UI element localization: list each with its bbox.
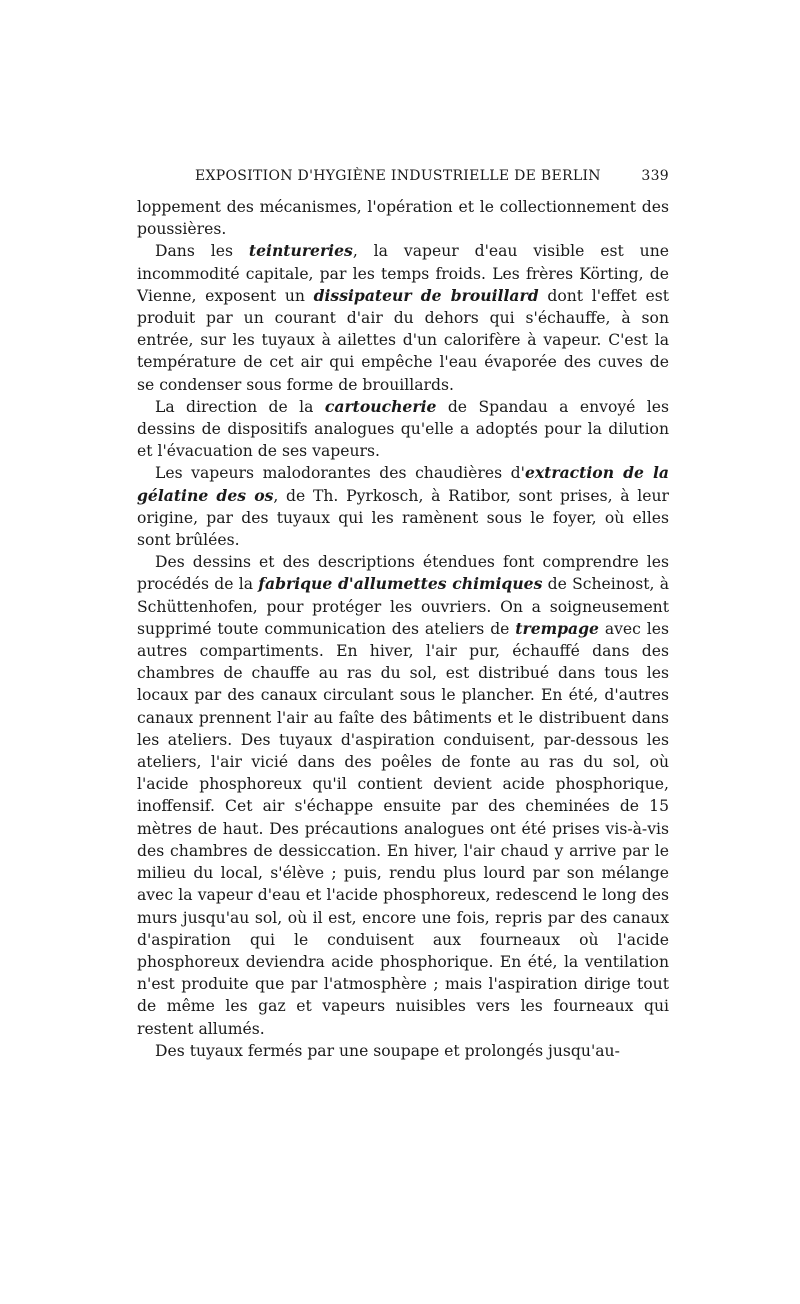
paragraph-2 [137,240,669,395]
running-title: EXPOSITION D'HYGIÈNE INDUSTRIELLE DE BERLIN [195,168,601,184]
book-page [137,164,669,1062]
text-segment: de Scheinost, à Schüttenhofen, pour protéger les ouvriers. On a soigneusement supprimé toute communication des ateliers de [137,575,669,638]
text-segment: Des dessins et des descriptions étendues font comprendre les procédés de la [137,553,669,594]
text-segment: avec les autres compartiments. En hiver, l'air pur, échauffé dans des chambres de chauffe au ras du sol, est distribué dans tous les locaux par des canaux circulant sous le plancher. En été, d'autres canaux prennent l'air au faîte des bâtiments et le distribuent dans les ateliers. Des tuyaux d'aspiration conduisent, par-dessous les ateliers, l'air vicié dans des poêles de fonte au ras du sol, où l'acide phosphoreux qu'il contient devient acide phosphorique, inoffensif. Cet air s'échappe ensuite par des cheminées de 15 mètres de haut. Des précautions analogues ont été prises vis-à-vis des chambres de dessiccation. En hiver, l'air chaud y arrive par le milieu du local, s'élève ; puis, rendu plus lourd par son mélange avec la vapeur d'eau et l'acide phosphoreux, redescend le long des murs jusqu'au sol, où il est, encore une fois, repris par des canaux d'aspiration qui le conduisent aux fourneaux où l'acide phosphoreux deviendra acide phosphorique. En été, la ventilation n'est produite que par l'atmosphère ; mais l'aspiration dirige tout de même les gaz et vapeurs nuisibles vers les fourneaux qui restent allumés. [137,619,669,1038]
italic-segment: teintureries [248,241,353,261]
text-segment: , de Th. Pyrkosch, à Ratibor, sont prises, à leur origine, par des tuyaux qui les ramènent sous le foyer, où elles sont brûlées. [137,486,669,550]
paragraph-1 [137,196,669,240]
text-segment: loppement des mécanismes, l'opération et le collectionnement des poussières. [137,198,669,239]
paragraph-4 [137,462,669,551]
italic-segment: cartoucherie [324,396,437,416]
italic-segment: extraction de la gélatine des os [137,463,670,505]
body-text [137,196,669,1062]
text-segment: La direction de la [155,397,325,416]
paragraph-6 [137,1040,669,1062]
text-segment: Des tuyaux fermés par une soupape et prolongés jusqu'au- [155,1041,620,1060]
page-number: 339 [641,168,669,184]
running-header [137,164,669,188]
paragraph-3 [137,396,669,463]
text-segment: , la vapeur d'eau visible est une incommodité capitale, par les temps froids. Les frères Körting, de Vienne, exposent un [137,242,669,305]
text-segment: de Spandau a envoyé les dessins de dispositifs analogues qu'elle a adoptés pour la dilution et l'évacuation de ses vapeurs. [137,397,670,461]
paragraph-5 [137,551,669,1039]
text-segment: Les vapeurs malodorantes des chaudières d' [155,464,525,483]
italic-segment: fabrique d'allumettes chimiques [258,574,543,594]
text-segment: dont l'effet est produit par un courant d'air du dehors qui s'échauffe, à son entrée, sur les tuyaux à ailettes d'un calorifère à vapeur. C'est la température de cet air qui empêche l'eau évaporée des cuves de se condenser sous forme de brouillards. [137,286,670,394]
text-segment: Dans les [155,242,249,261]
italic-segment: dissipateur de brouillard [313,285,539,305]
italic-segment: trempage [515,618,599,638]
